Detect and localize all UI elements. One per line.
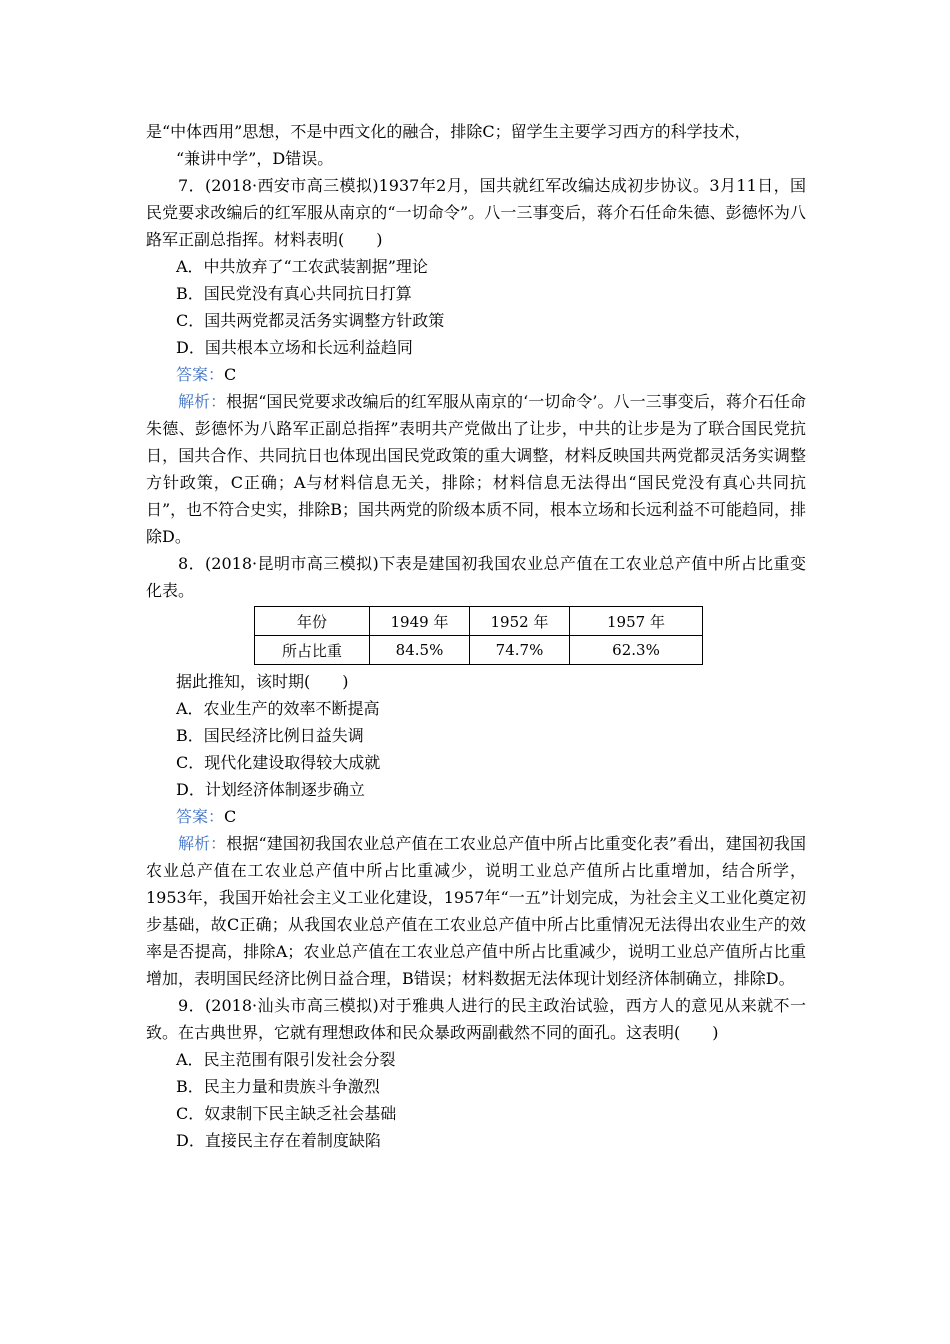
q8-option-a: A．农业生产的效率不断提高 [176,699,380,718]
q9-option-b: B．民主力量和贵族斗争激烈 [176,1077,380,1096]
document-content [146,118,806,1154]
q9-stem: 9．(2018·汕头市高三模拟)对于雅典人进行的民主政治试验，西方人的意见从来就不一致。在古典世界，它就有理想政体和民众暴政两副截然不同的面孔。这表明( ) [146,996,806,1042]
table-cell: 74.7% [470,636,570,665]
q7-option-c: C．国共两党都灵活务实调整方针政策 [176,311,445,330]
q7-answer [146,361,806,388]
q8-option-c: C．现代化建设取得较大成就 [176,753,381,772]
q7-answer-label: 答案： [176,365,225,384]
q8-answer [146,803,806,830]
q9-option-a: A．民主范围有限引发社会分裂 [176,1050,396,1069]
table-cell: 62.3% [570,636,703,665]
q7-analysis-text: 根据“国民党要求改编后的红军服从南京的‘一切命令’。八一三事变后，蒋介石任命朱德、彭德怀为八路军正副总指挥”表明共产党做出了让步，中共的让步是为了联合国民党抗日，国共合作、共同抗日也体现出国民党政策的重大调整，材料反映国共两党都灵活务实调整方针政策，C正确；A与材料信息无关，排除；材料信息无法得出“国民党没有真心共同抗日”，也不符合史实，排除B；国共两党的阶级本质不同，根本立场和长远利益不可能趋同，排除D。 [146,392,806,546]
q8-analysis [146,830,806,992]
q7-answer-value: C [224,365,237,384]
q8-analysis-label: 解析： [178,834,227,853]
q7-option-a: A．中共放弃了“工农武装割据”理论 [176,257,428,276]
q9-option-d: D．直接民主存在着制度缺陷 [176,1131,381,1150]
table-cell: 84.5% [370,636,470,665]
q7-analysis [146,388,806,550]
q7-option-b: B．国民党没有真心共同抗日打算 [176,284,412,303]
q8-analysis-text: 根据“建国初我国农业总产值在工农业总产值中所占比重变化表”看出，建国初我国农业总产值在工农业总产值中所占比重减少，说明工业总产值所占比重增加，结合所学，1953年，我国开始社会主义工业化建设，1957年“一五”计划完成，为社会主义工业化奠定初步基础，故C正确；从我国农业总产值在工农业总产值中所占比重情况无法得出农业生产的效率是否提高，排除A；农业总产值在工农业总产值中所占比重减少，说明工业总产值所占比重增加，表明国民经济比例日益合理，B错误；材料数据无法体现计划经济体制确立，排除D。 [146,834,806,988]
q8-stem: 8．(2018·昆明市高三模拟)下表是建国初我国农业总产值在工农业总产值中所占比重变化表。 [146,554,806,600]
table-row [255,607,703,636]
intro-line-1: 是“中体西用”思想，不是中西文化的融合，排除C；留学生主要学习西方的科学技术， [146,122,751,141]
table-header-cell: 1949 年 [370,607,470,636]
q8-answer-label: 答案： [176,807,225,826]
table-row [255,636,703,665]
table-header-cell: 1957 年 [570,607,703,636]
q8-answer-value: C [224,807,237,826]
q8-option-d: D．计划经济体制逐步确立 [176,780,365,799]
q7-stem: 7．(2018·西安市高三模拟)1937年2月，国共就红军改编达成初步协议。3月11日，国民党要求改编后的红军服从南京的“一切命令”。八一三事变后，蒋介石任命朱德、彭德怀为八路军正副总指挥。材料表明( ) [146,176,806,249]
q8-option-b: B．国民经济比例日益失调 [176,726,364,745]
q7-option-d: D．国共根本立场和长远利益趋同 [176,338,413,357]
q8-after-table: 据此推知，该时期( ) [176,672,349,691]
q8-table-wrap [146,606,806,665]
q7-analysis-label: 解析： [178,392,227,411]
table-header-cell: 年份 [255,607,370,636]
q8-table [254,606,703,665]
table-header-cell: 1952 年 [470,607,570,636]
table-cell: 所占比重 [255,636,370,665]
q9-option-c: C．奴隶制下民主缺乏社会基础 [176,1104,397,1123]
intro-line-2: “兼讲中学”，D错误。 [176,149,334,168]
